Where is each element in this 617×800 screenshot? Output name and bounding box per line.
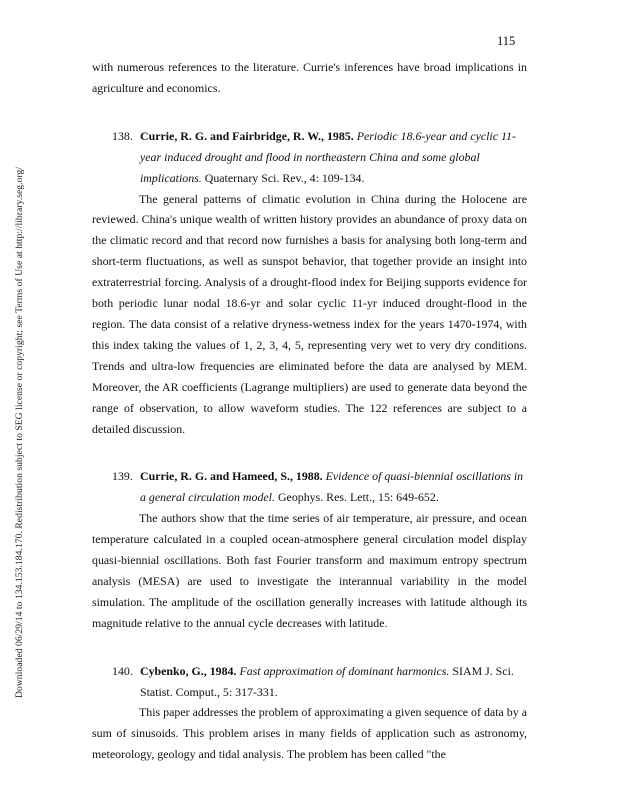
bibliography-entry-140: [92, 661, 527, 766]
entry-number: 139.: [112, 469, 133, 484]
entry-citation: [92, 466, 527, 508]
entry-title: Evidence of quasi-biennial oscillations in a general circulation model.: [140, 469, 524, 505]
entry-authors: Cybenko, G., 1984.: [140, 663, 237, 678]
download-notice-text: Downloaded 06/29/14 to 134.153.184.170. Redistribution subject to SEG license or copyright; see Terms of Use at http://library.seg.org/: [14, 166, 25, 698]
entry-source: SIAM J. Sci. Statist. Comput., 5: 317-331.: [140, 663, 514, 699]
entry-number: 140.: [112, 663, 133, 678]
entry-abstract: The authors show that the time series of air temperature, air pressure, and ocean temperature calculated in a coupled ocean-atmosphere general circulation model display quasi-biennial oscillations. Both fast Fourier transform and maximum entropy spectrum analysis (MESA) are used to investigate the interannual variability in the model simulation. The amplitude of the oscillation generally increases with latitude although its magnitude relative to the annual cycle decreases with latitude.: [92, 511, 527, 630]
bibliography-entry-139: [92, 466, 527, 633]
entry-source: Quaternary Sci. Rev., 4: 109-134.: [204, 170, 365, 185]
entry-title: Fast approximation of dominant harmonics.: [239, 663, 450, 678]
entry-abstract: This paper addresses the problem of approximating a given sequence of data by a sum of sinusoids. This problem arises in many fields of application such as astronomy, meteorology, geology and tidal analysis. The problem has been called "the: [92, 705, 527, 762]
entry-title: Periodic 18.6-year and cyclic 11-year induced drought and flood in northeastern China and some global implications.: [140, 128, 516, 185]
entry-source: Geophys. Res. Lett., 15: 649-652.: [277, 490, 439, 505]
entry-citation: [92, 661, 527, 703]
intro-paragraph: with numerous references to the literature. Currie's inferences have broad implications in agriculture and economics.: [92, 60, 527, 95]
entry-abstract: The general patterns of climatic evolution in China during the Holocene are reviewed. China's unique wealth of written history provides an abundance of proxy data on the climatic record and that record now furnishes a basis for analysing both long-term and short-term fluctuations, as well as sunspot behavior, that together provide an insight into extraterrestrial forcing. Analysis of a drought-flood index for Beijing supports evidence for both periodic lunar nodal 18.6-yr and solar cyclic 11-yr induced drought-flood in the region. The data consist of a relative dryness-wetness index for the years 1470-1974, with this index taking the values of 1, 2, 3, 4, 5, representing very wet to very dry conditions. Trends and ultra-low frequencies are eliminated before the data are analysed by MEM. Moreover, the AR coefficients (Lagrange multipliers) are used to generate data beyond the range of observation, to allow waveform studies. The 122 references are subject to a detailed discussion.: [92, 191, 527, 436]
entry-authors: Currie, R. G. and Fairbridge, R. W., 1985.: [140, 128, 354, 143]
entry-authors: Currie, R. G. and Hameed, S., 1988.: [140, 469, 323, 484]
page-number: 115: [497, 34, 516, 48]
entry-number: 138.: [112, 128, 133, 143]
bibliography-entry-138: [92, 126, 527, 440]
page-content: [92, 57, 527, 765]
entry-citation: [92, 126, 527, 189]
